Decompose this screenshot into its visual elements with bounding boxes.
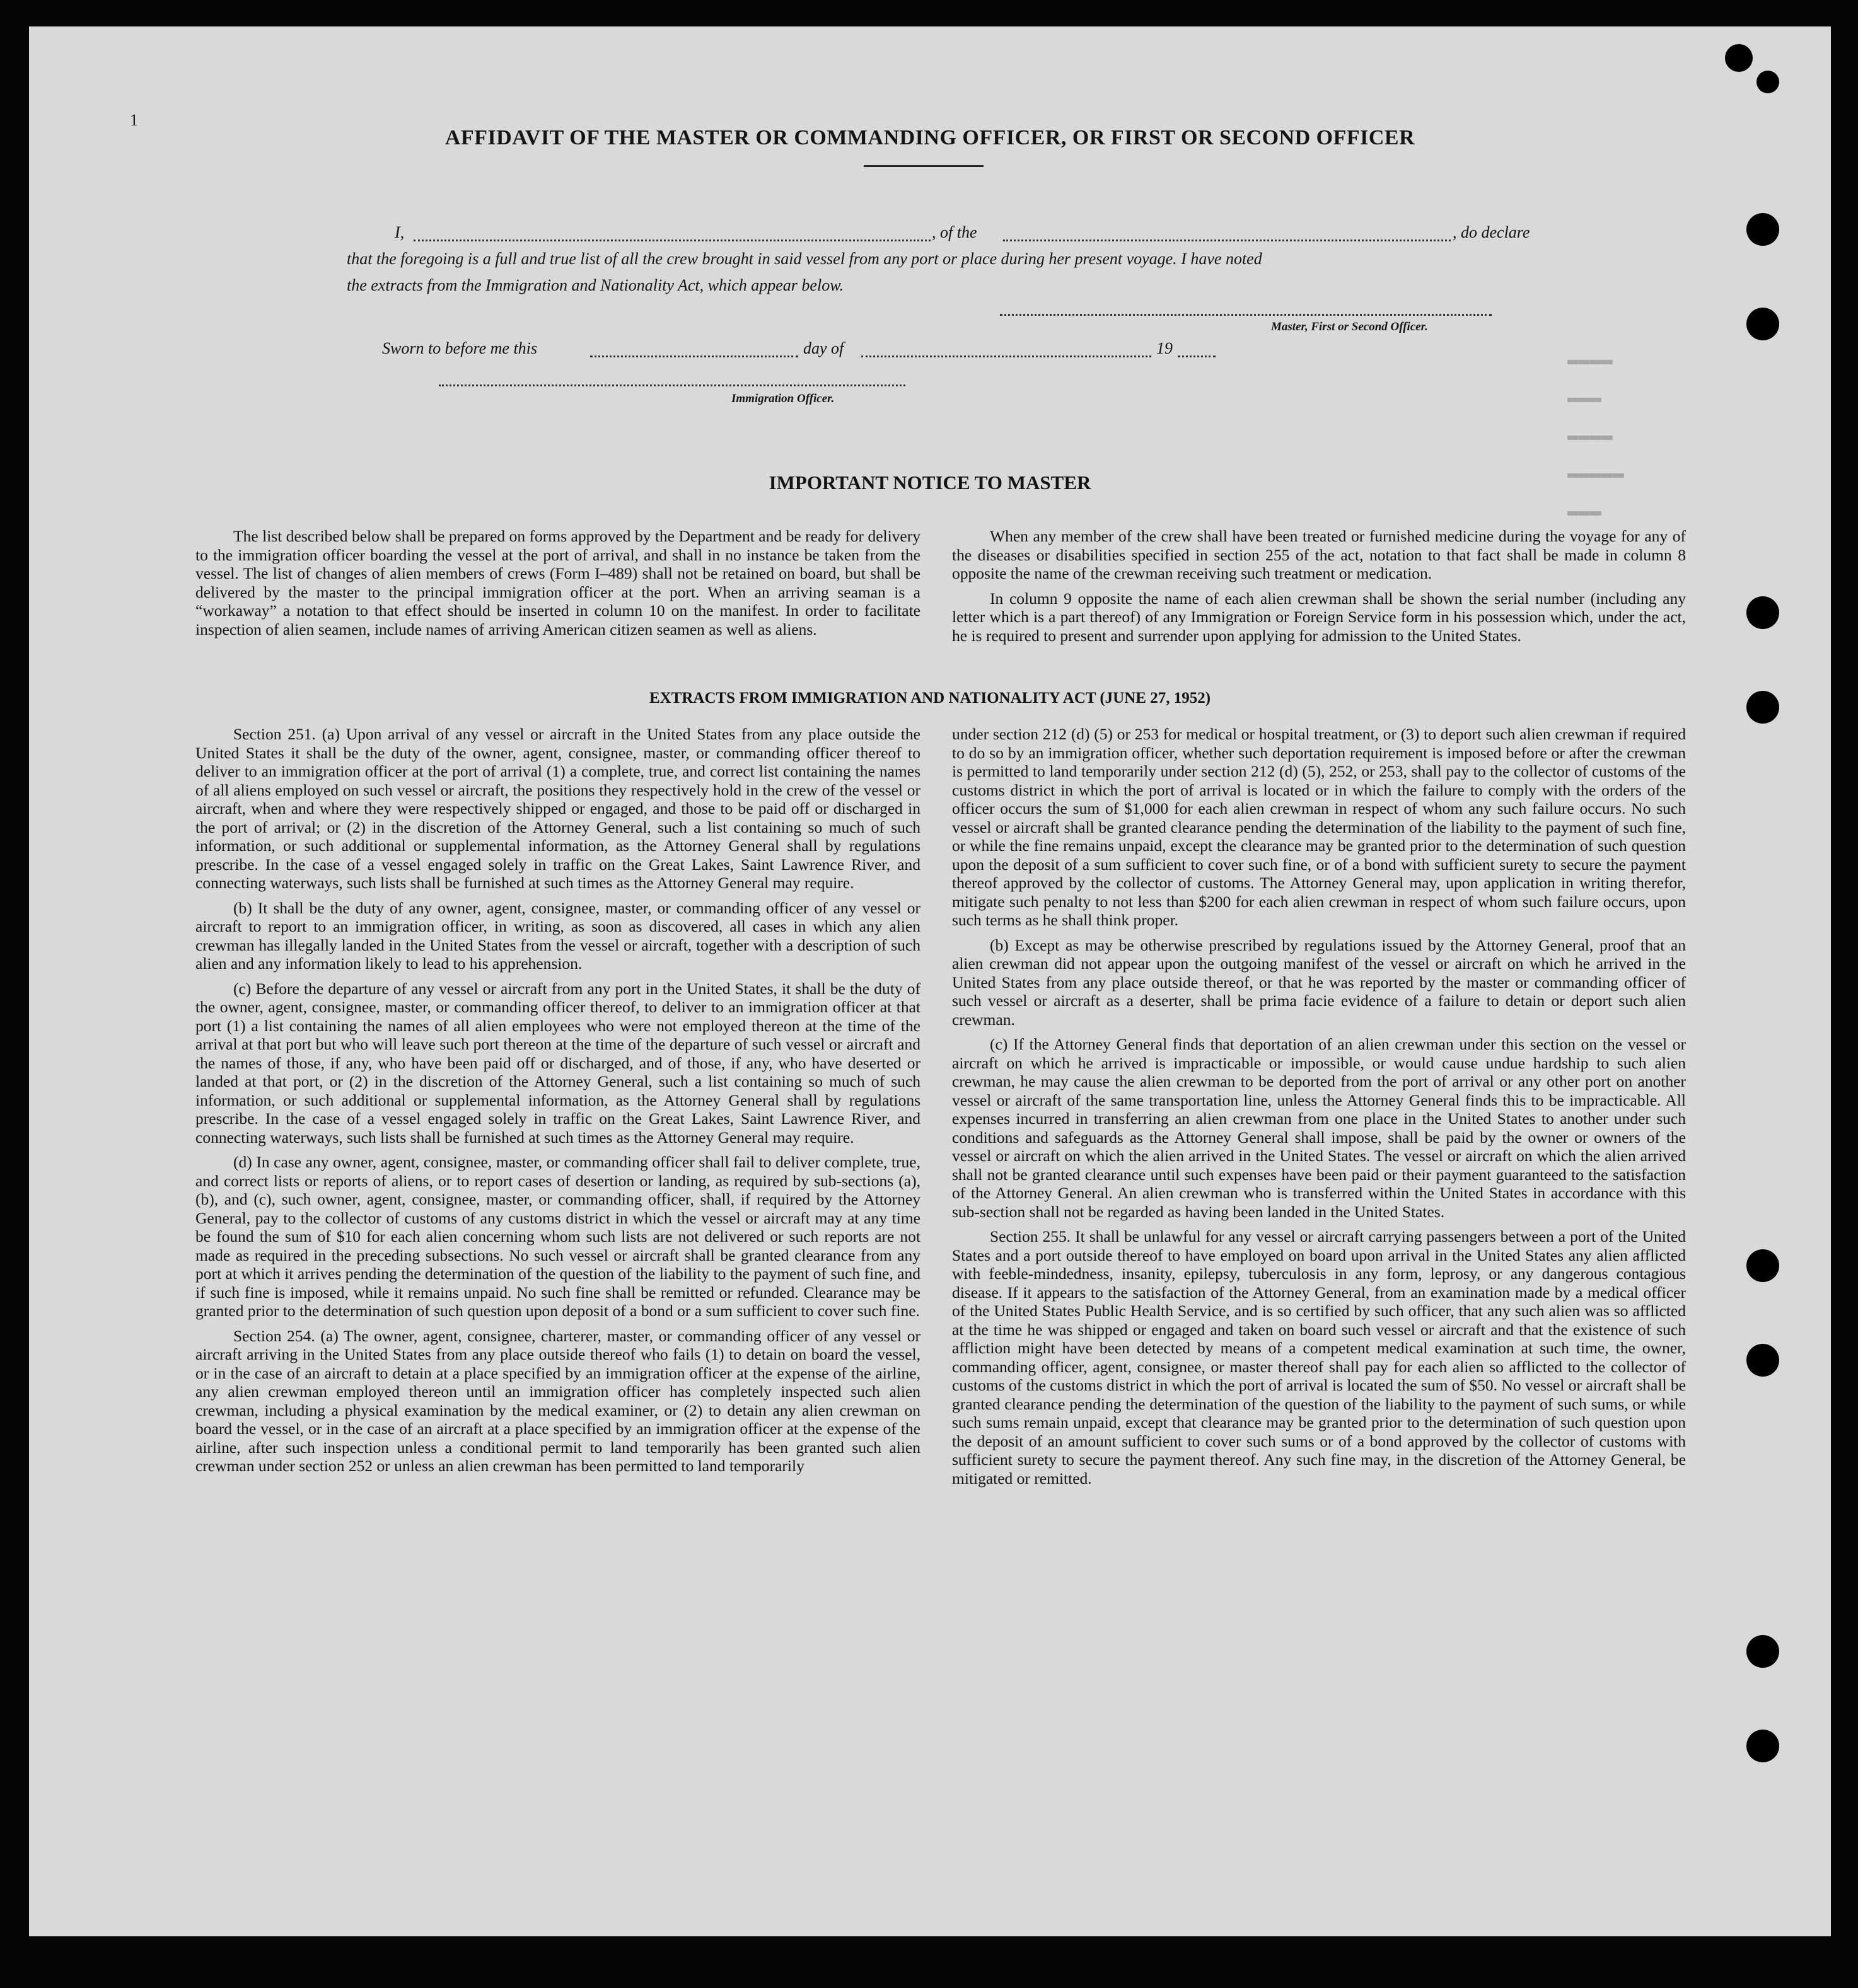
declaration-line-3: the extracts from the Immigration and Nationality Act, which appear below. <box>347 276 844 294</box>
section-251-c: (c) Before the departure of any vessel or aircraft from any port in the United States, it shall be the duty of the owner, agent, consignee, master, or commanding officer thereof, to deliver to an immigration officer at that port (1) a list containing the names of all alien employees who were not employed thereon at the time of the arrival at that port but who will leave such port thereon at the time of the departure of such vessel or aircraft and the names of those, if any, who have been paid off or discharged, and of those, if any, who have deserted or landed at that port, or (2) in the discretion of the Attorney General, such a list containing so much of such information, or such additional or supplemental information, as the Attorney General shall by regulations prescribe. In the case of a vessel engaged solely in traffic on the Great Lakes, Saint Lawrence River, and connecting waterways, such lists shall be furnished at such times as the Attorney General may require. <box>195 979 920 1147</box>
notice-right-column <box>952 527 1686 651</box>
declaration-line-1 <box>395 223 1561 248</box>
punch-hole <box>1725 44 1753 72</box>
sworn-day-label: day of <box>803 339 844 357</box>
section-254-a-continued: under section 212 (d) (5) or 253 for medical or hospital treatment, or (3) to deport such alien crewman if required to do so by an immigration officer, whether such deportation requirement is imposed before or after the crewman is permitted to land temporarily under section 212 (d) (5), 252, or 253, shall pay to the collector of customs of the customs district in which the port of arrival is located or in which the failure to comply with the orders of the officer occurs the sum of $1,000 for each alien crewman in respect of whom any such failure occurs. No such vessel or aircraft shall be granted clearance pending the determination of the liability to the payment of such fine, or while the fine remains unpaid, except the clearance may be granted prior to the determination of such question upon the deposit of a sum sufficient to cover such fine, or of a bond with sufficient surety to secure the payment thereof approved by the collector of customs. The Attorney General may, upon application in writing therefor, mitigate such penalty to not less than $200 for each alien crewman in respect of whom such failure occurs, upon such terms as he shall think proper. <box>952 725 1686 929</box>
punch-hole <box>1746 1344 1779 1377</box>
title-underline <box>864 165 984 167</box>
declaration-middle: , of the <box>932 223 977 241</box>
officer-signature-label: Immigration Officer. <box>731 392 835 405</box>
vessel-field[interactable] <box>1003 240 1451 241</box>
punch-hole <box>1756 71 1779 93</box>
section-251-d: (d) In case any owner, agent, consignee, master, or commanding officer shall fail to deliver complete, true, and correct lists or reports of aliens, or to report cases of desertion or landing, as required by sub-sections (a), (b), and (c), such owner, agent, consignee, master, or commanding officer, shall, if required by the Attorney General, pay to the collector of customs of any customs district in which the vessel or aircraft may at any time be found the sum of $10 for each alien concerning whom such lists are not delivered or such reports are not made as required in the preceding subsections. No such vessel or aircraft shall be granted clearance from any port at which it arrives pending the determination of the question of the liability to the payment of such fine, and if such fine is imposed, while it remains unpaid. No such fine shall be remitted or refunded. Clearance may be granted prior to the determination of such question upon deposit of a bond or a sum sufficient to cover such fine. <box>195 1153 920 1320</box>
section-254-c: (c) If the Attorney General finds that deportation of an alien crewman under this section on the vessel or aircraft on which he arrived is impracticable or impossible, or would cause undue hardship to such alien crewman, he may cause the alien crewman to be deported from the port of arrival or any other port on another vessel or aircraft of the same transportation line, unless the Attorney General finds this to be impracticable. All expenses incurred in transferring an alien crewman from one place in the United States to another under such conditions and safeguards as the Attorney General shall impose, shall be paid by the owner or owners of the vessel or aircraft on which the alien arrived in the United States. The vessel or aircraft on which the alien arrived shall not be granted clearance until such expenses have been paid or their payment guaranteed to the satisfaction of the Attorney General. An alien crewman who is transferred within the United States in accordance with this sub-section shall not be regarded as having been landed in the United States. <box>952 1035 1686 1221</box>
sworn-year-label: 19 <box>1156 339 1173 357</box>
punch-hole <box>1746 596 1779 629</box>
punch-hole <box>1746 1249 1779 1282</box>
notice-title: IMPORTANT NOTICE TO MASTER <box>769 471 1091 494</box>
section-254-b: (b) Except as may be otherwise prescribed by regulations issued by the Attorney General, proof that an alien crewman did not appear upon the outgoing manifest of the vessel or aircraft on which he arrived in the United States from any place outside thereof, or that he was reported by the master or commanding officer of such vessel or aircraft as a deserter, shall be prima facie evidence of a failure to detain or deport such alien crewman. <box>952 935 1686 1029</box>
declaration-prefix: I, <box>395 223 405 241</box>
declaration-suffix: , do declare <box>1453 223 1530 241</box>
name-field[interactable] <box>414 240 931 241</box>
page-marker: 1 <box>130 111 138 129</box>
section-251-a: Section 251. (a) Upon arrival of any vessel or aircraft in the United States from any place outside the United States it shall be the duty of the owner, agent, consignee, master, or commanding officer thereof to deliver to an immigration officer at the port of arrival (1) a complete, true, and correct list containing the names of all aliens employed on such vessel or aircraft, the positions they respectively hold in the crew of the vessel or aircraft, when and where they were respectively shipped or engaged, and those to be paid off or discharged in the port of arrival; or (2) in the discretion of the Attorney General, such a list containing so much of such information, or such additional or supplemental information, as the Attorney General shall by regulations prescribe. In the case of a vessel engaged solely in traffic on the Great Lakes, Saint Lawrence River, and connecting waterways, such lists shall be furnished at such times as the Attorney General may require. <box>195 725 920 892</box>
sworn-prefix: Sworn to before me this <box>382 339 538 357</box>
notice-left-column <box>195 527 920 645</box>
punch-hole <box>1746 691 1779 724</box>
sworn-year-field[interactable] <box>1178 355 1216 357</box>
sworn-month-field[interactable] <box>861 355 1151 357</box>
notice-left-paragraph: The list described below shall be prepared on forms approved by the Department and be ready for delivery to the immigration officer boarding the vessel at the port of arrival, and shall in no instance be taken from the vessel. The list of changes of alien members of crews (Form I–489) shall not be retained on board, but shall be delivered by the master to the principal immigration officer at the port. When an arriving seaman is a “workaway” a notation to that effect should be inserted in column 10 on the manifest. In order to facilitate inspection of alien seamen, include names of arriving American citizen seamen as well as aliens. <box>195 527 920 639</box>
section-254-a: Section 254. (a) The owner, agent, consignee, charterer, master, or commanding officer of any vessel or aircraft arriving in the United States from any place outside thereof who fails (1) to detain on board the vessel, or in the case of an aircraft to detain at a place specified by an immigration officer at the expense of the airline, any alien crewman employed thereon until an immigration officer has completely inspected such alien crewman, including a physical examination by the medical examiner, or (2) to detain any alien crewman on board the vessel, or in the case of an aircraft at a place specified by an immigration officer at the expense of the airline, after such inspection unless a conditional permit to land temporarily has been granted such alien crewman under section 252 or unless an alien crewman has been permitted to land temporarily <box>195 1326 920 1475</box>
sworn-line <box>382 339 1328 364</box>
punch-hole <box>1746 1635 1779 1668</box>
section-251-b: (b) It shall be the duty of any owner, agent, consignee, master, or commanding officer of any vessel or aircraft to report to an immigration officer, in writing, as soon as discovered, all cases in which any alien crewman has illegally landed in the United States from the vessel or aircraft, together with a description of such alien and any information likely to lead to his apprehension. <box>195 898 920 973</box>
punch-hole <box>1746 308 1779 340</box>
sworn-day-field[interactable] <box>590 355 798 357</box>
notice-right-paragraph-2: In column 9 opposite the name of each alien crewman shall be shown the serial number (including any letter which is a part thereof) of any Immigration or Foreign Service form in his possession which, under the act, he is required to present and surrender upon applying for admission to the United States. <box>952 589 1686 645</box>
extracts-right-column <box>952 725 1686 1494</box>
affidavit-title: AFFIDAVIT OF THE MASTER OR COMMANDING OFFICER, OR FIRST OR SECOND OFFICER <box>444 126 1415 149</box>
punch-hole <box>1746 1730 1779 1762</box>
declaration-line-2: that the foregoing is a full and true list of all the crew brought in said vessel from any port or place during her present voyage. I have noted <box>347 250 1262 268</box>
document-page <box>29 26 1831 1936</box>
notice-right-paragraph-1: When any member of the crew shall have been treated or furnished medicine during the voyage for any of the diseases or disabilities specified in section 255 of the act, notation to that fact shall be made in column 8 opposite the name of the crewman receiving such treatment or medication. <box>952 527 1686 582</box>
section-255: Section 255. It shall be unlawful for any vessel or aircraft carrying passengers between a port of the United States and a port outside thereof to have employed on board upon arrival in the United States any alien afflicted with feeble-mindedness, insanity, epilepsy, tuberculosis in any form, leprosy, or any dangerous contagious disease. If it appears to the satisfaction of the Attorney General, from an examination made by a medical officer of the United States Public Health Service, and is so certified by such officer, that any such alien was so afflicted at the time he was shipped or engaged and taken on board such vessel or aircraft and that the existence of such affliction might have been detected by means of a competent medical examination at such time, the owner, commanding officer, agent, consignee, or master thereof shall pay for each alien so afflicted to the collector of customs of the customs district in which the port of arrival is located the sum of $50. No vessel or aircraft shall be granted clearance pending the determination of the question of the liability to the payment of such sums, or while such sums remain unpaid, except that clearance may be granted prior to the determination of such question upon the deposit of an amount sufficient to cover such sums or of a bond approved by the collector of customs with sufficient surety to secure the payment thereof. Any such fine may, in the discretion of the Attorney General, be mitigated or remitted. <box>952 1227 1686 1488</box>
master-signature-label: Master, First or Second Officer. <box>1271 320 1428 333</box>
officer-signature-field[interactable] <box>439 384 905 386</box>
extracts-title: EXTRACTS FROM IMMIGRATION AND NATIONALITY ACT (JUNE 27, 1952) <box>649 690 1211 707</box>
master-signature-field[interactable] <box>1000 314 1492 316</box>
punch-hole <box>1746 213 1779 246</box>
extracts-left-column <box>195 725 920 1482</box>
bleed-through-texture: ▬▬▬▬ ▬▬▬ ▬▬▬▬ ▬▬▬▬▬ ▬▬▬ <box>1567 350 1625 523</box>
